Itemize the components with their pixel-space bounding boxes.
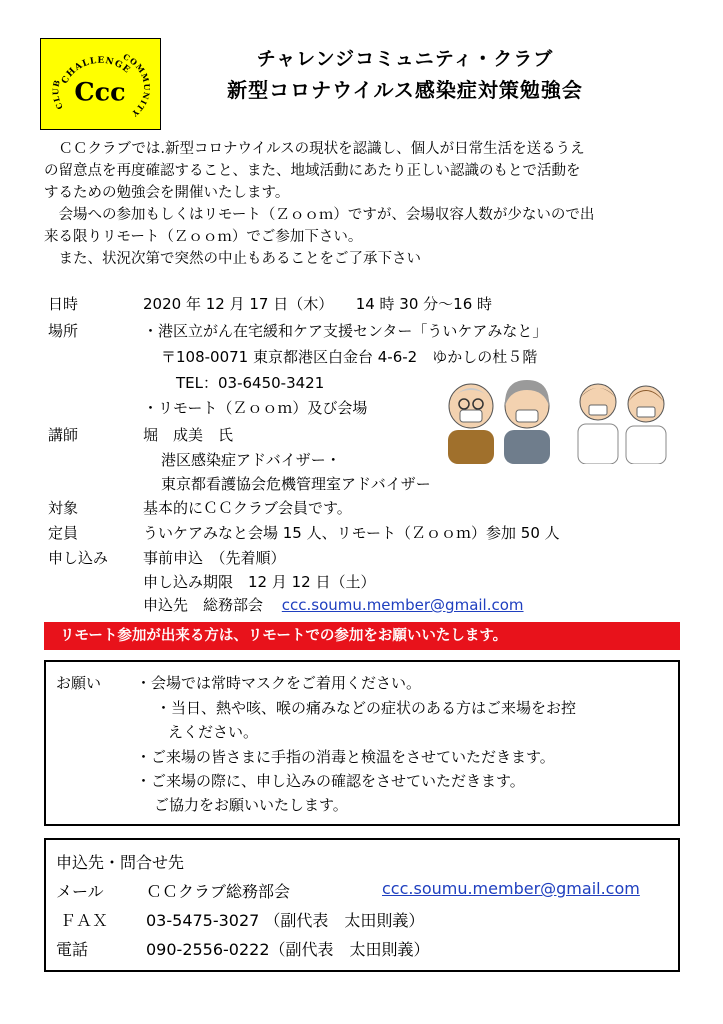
intro-line-1: ＣＣクラブでは.新型コロナウイルスの現状を認識し、個人が日常生活を送るうえ [58,141,585,157]
place-line-3: TEL：03-6450-3421 [176,374,325,392]
apply-email-link[interactable]: ccc.soumu.member@gmail.com [281,596,524,614]
remote-notice-bar: リモート参加が出来る方は、リモートでの参加をお願いいたします。 [44,622,680,650]
date-value: 2020 年 12 月 17 日（木） 14 時 30 分～16 時 [143,295,493,313]
request-item-2b: えください。 [168,723,259,741]
requests-label: お願い [56,674,102,692]
capacity-label: 定員 [48,524,79,542]
request-item-4a: ・ご来場の際に、申し込みの確認をさせていただきます。 [136,772,525,790]
apply-line-2: 申し込み期限 12 月 12 日（土） [143,573,376,591]
club-logo [40,38,161,130]
intro-line-5: 来る限りリモート（Ｚｏｏｍ）でご参加下さい。 [44,229,363,245]
mail-name: ＣＣクラブ総務部会 [146,882,291,901]
apply-line-3 [143,594,524,615]
apply-line-1: 事前申込 （先着順） [143,549,286,567]
capacity-value: ういケアみなと会場 15 人、リモート（Ｚｏｏｍ）参加 50 人 [143,524,560,542]
tel-value: 090-2556-0222（副代表 太田則義） [146,940,430,959]
tel-label: 電話 [56,940,89,959]
logo-top-text: CHALLENGE [60,55,133,86]
title-line-1: チャレンジコミュニティ・クラブ [256,48,554,70]
logo-right-text: COMMUNITY [121,52,152,119]
intro-line-2: の留意点を再度確認すること、また、地域活動にあたり正しい認識のもとで活動を [44,163,581,179]
contact-heading: 申込先・問合せ先 [56,853,185,872]
intro-line-6: また、状況次第で突然の中止もあることをご了承下さい [44,251,421,267]
lecturer-name: 堀 成美 氏 [143,426,234,444]
target-label: 対象 [48,499,79,517]
lecturer-label: 講師 [48,426,79,444]
club-logo-graphic [41,39,160,129]
place-line-2: 〒108-0071 東京都港区白金台 4-6-2 ゆかしの杜５階 [161,348,538,366]
intro-line-4: 会場への参加もしくはリモート（Ｚｏｏｍ）ですが、会場収容人数が少ないので出 [44,207,595,223]
lecturer-line-3: 東京都看護協会危機管理室アドバイザー [161,475,431,493]
requests-box [44,660,680,826]
elderly-man-figure [448,384,494,464]
place-line-4: ・リモート（Ｚｏｏｍ）及び会場 [143,399,368,417]
mail-label: メール [56,882,104,901]
request-item-4b: ご協力をお願いいたします。 [154,796,348,814]
apply-dest: 申込先 総務部会 [143,596,264,614]
doctor-figure [578,384,618,464]
request-item-3: ・ご来場の皆さまに手指の消毒と検温をさせていただきます。 [136,748,555,766]
contact-box [44,838,680,972]
lecturer-line-2: 港区感染症アドバイザー・ [161,451,341,469]
masked-people-illustration [440,372,672,464]
title-line-2: 新型コロナウイルス感染症対策勉強会 [227,78,583,102]
place-line-1: ・港区立がん在宅緩和ケア支援センター「ういケアみなと」 [143,322,548,340]
contact-email-link[interactable]: ccc.soumu.member@gmail.com [382,879,640,898]
logo-left-text: CLUB [51,78,65,111]
fax-value: 03-5475-3027 （副代表 太田則義） [146,911,425,930]
request-item-1: ・会場では常時マスクをご着用ください。 [136,674,422,692]
request-item-2a: ・当日、熱や咳、喉の痛みなどの症状のある方はご来場をお控 [156,699,577,717]
nurse-figure [626,386,666,464]
logo-center-text: Ccc [74,76,126,107]
elderly-woman-figure [504,380,550,464]
intro-line-3: するための勉強会を開催いたします。 [44,185,290,201]
date-label: 日時 [48,295,79,313]
place-label: 場所 [48,322,79,340]
apply-label: 申し込み [48,549,109,567]
fax-label: ＦＡＸ [60,911,109,930]
target-value: 基本的にＣＣクラブ会員です。 [143,499,352,517]
